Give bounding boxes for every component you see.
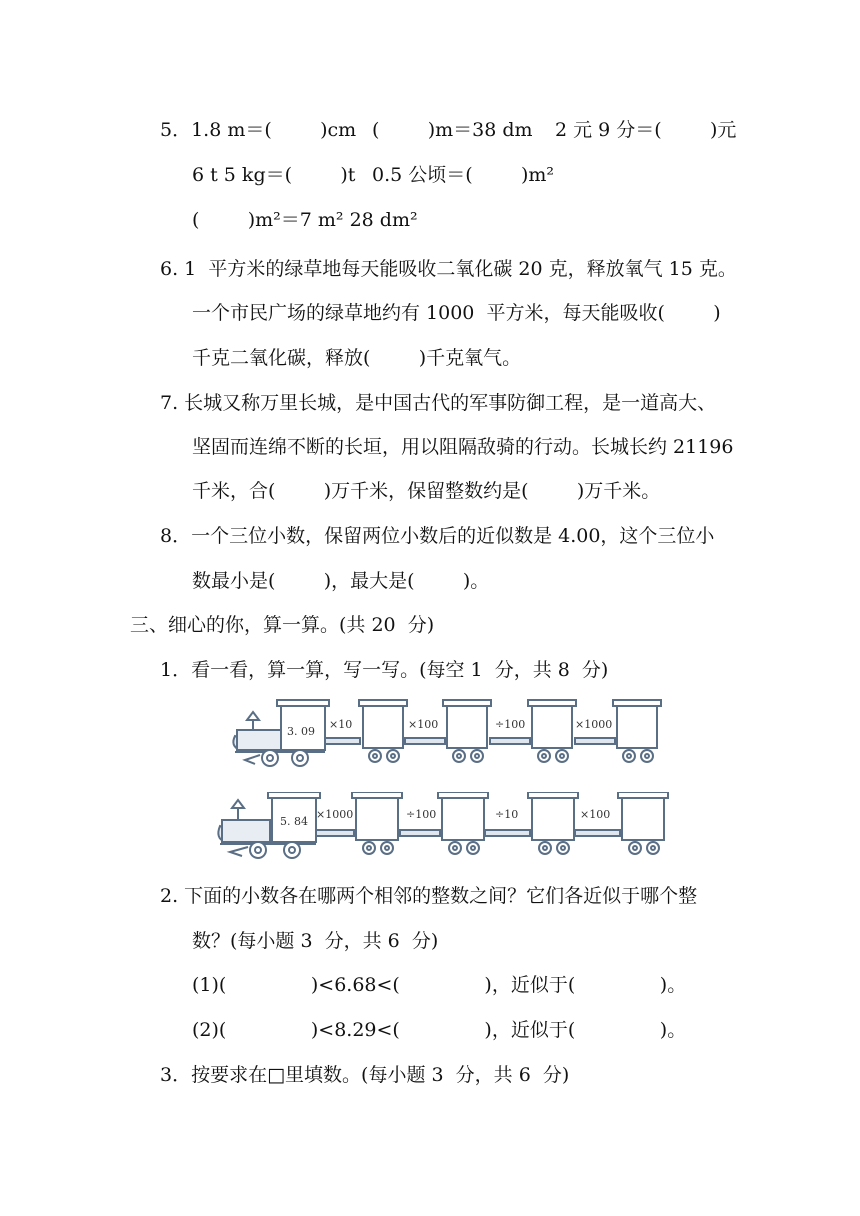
train2-start-value: 5. 84	[280, 815, 308, 828]
q6-line2: 一个市民广场的绿草地约有 1000 平方米，每天能吸收( )	[192, 302, 721, 324]
section3-q2-part2: (2)( )<8.29<( )，近似于( )。	[192, 1019, 687, 1041]
train1-op-3: ÷100	[495, 718, 526, 731]
q5-line1-part2: ( )m＝38 dm	[372, 119, 533, 141]
q5-line2-part1: 6 t 5 kg＝( )t	[192, 164, 356, 186]
train2-op-1: ×1000	[316, 808, 354, 821]
q7-line2: 坚固而连绵不断的长垣，用以阻隔敌骑的行动。长城长约 21196	[192, 436, 734, 458]
train1-start-value: 3. 09	[287, 725, 315, 738]
q6-line3: 千克二氧化碳，释放( )千克氧气。	[192, 347, 522, 369]
train-illustration-1	[225, 698, 675, 773]
q6-line1: 6. 1 平方米的绿草地每天能吸收二氧化碳 20 克，释放氧气 15 克。	[160, 258, 737, 280]
q8-line1: 8．一个三位小数，保留两位小数后的近似数是 4.00，这个三位小	[160, 525, 715, 547]
section3-q1: 1．看一看，算一算，写一写。(每空 1 分，共 8 分)	[160, 659, 609, 681]
q5-line1-part3: 2 元 9 分＝( )元	[555, 119, 737, 141]
train-illustration-2	[210, 792, 680, 862]
train1-op-2: ×100	[408, 718, 439, 731]
section3-q2-line2: 数？(每小题 3 分，共 6 分)	[192, 930, 439, 952]
section3-q3: 3．按要求在□里填数。(每小题 3 分，共 6 分)	[160, 1064, 570, 1086]
train1-op-1: ×10	[329, 718, 353, 731]
q5-line1-part1: 5．1.8 m＝( )cm	[160, 119, 357, 141]
train1-op-4: ×1000	[575, 718, 613, 731]
q7-line3: 千米，合( )万千米，保留整数约是( )万千米。	[192, 480, 661, 502]
section3-q2-line1: 2. 下面的小数各在哪两个相邻的整数之间？它们各近似于哪个整	[160, 885, 698, 907]
q5-line3: ( )m²＝7 m² 28 dm²	[192, 209, 418, 231]
q8-line2: 数最小是( )，最大是( )。	[192, 570, 490, 592]
section3-q2-part1: (1)( )<6.68<( )，近似于( )。	[192, 974, 687, 996]
train2-op-4: ×100	[580, 808, 611, 821]
train2-op-3: ÷10	[495, 808, 519, 821]
q5-line2-part2: 0.5 公顷＝( )m²	[372, 164, 555, 186]
q7-line1: 7. 长城又称万里长城，是中国古代的军事防御工程，是一道高大、	[160, 392, 717, 414]
section3-heading: 三、细心的你，算一算。(共 20 分)	[130, 614, 435, 636]
train2-op-2: ÷100	[406, 808, 437, 821]
